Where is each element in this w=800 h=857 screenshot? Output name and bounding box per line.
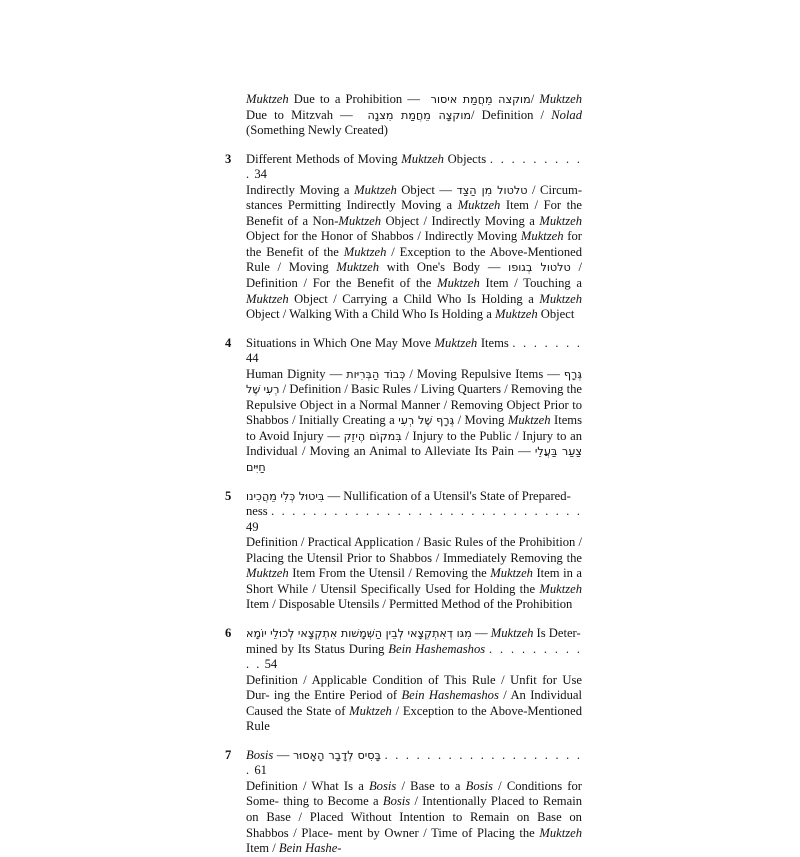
ch3-t9b: Muktzeh [539, 291, 582, 306]
chapter-6-leader-dots: . . . . . . . . . . . [246, 641, 582, 672]
entry-gap [225, 613, 582, 626]
ch6-t4c: / An Individual Caused [246, 688, 582, 718]
ch3-t9a: Carrying a Child Who Is Holding a [342, 291, 540, 306]
chapter-number-4: 4 [225, 335, 232, 350]
ch7-t2a: thing to Become a [283, 794, 383, 809]
ch3-t8b: Muktzeh [437, 276, 480, 291]
ch4-t5d: Items [550, 413, 582, 428]
ch3-t4a: Benefit of a Non- [246, 213, 339, 228]
hebrew-term: מוקצה מֵחֲמַת איסור [425, 93, 531, 106]
ch3-t4b: Muktzeh [338, 213, 382, 228]
ch5-t7: Item / Disposable Utensils / Permitted Method of the Prohibition [246, 597, 573, 612]
ch7-t4d: Bein Hashe- [278, 841, 342, 856]
italic-term: Nolad [551, 107, 582, 122]
hebrew-tiltul-min-hatzad: טלטול מִן הַצַד [456, 183, 528, 197]
hebrew-migo-deiskatzai: מִגּו דְאִתְקְצָאי לְבֵין הַשְּׁמָשׁות אִתְקְצָאי לְכוּלֵי יוֹמָא [246, 626, 472, 640]
chapter-5-title-line-2 [246, 504, 582, 535]
italic-term: Muktzeh [539, 92, 583, 106]
hebrew-bosis-ledavar-haasur: בָּסִיס לְדָבָר הָאָסוּר [292, 748, 382, 762]
ch6-t1c: Is Deter- [533, 625, 581, 640]
ch6-t4b: Bein Hashemashos [401, 688, 499, 703]
chapter-6-title-line [246, 626, 582, 642]
ch4-t2: / Moving Repulsive Items — [405, 366, 564, 381]
ch4-t5c: Muktzeh [507, 413, 551, 428]
chapter-4-title-a: Situations in Which One May Move [246, 335, 435, 350]
chapter-5-subtopics [246, 535, 582, 613]
ch7-t4c: Item / [246, 841, 279, 856]
ch3-t7c: with One's Body — [379, 260, 509, 275]
ch5-t5c: Muktzeh [490, 566, 533, 581]
ch3-t9c: Object / Walking With [246, 307, 360, 322]
ch7-t4b: Muktzeh [539, 825, 582, 840]
chapter-number-5: 5 [225, 488, 232, 503]
hebrew-bitul-kli-meihachano: בִּיטוּל כְּלִי מֵהֲכִינו [246, 489, 325, 503]
hebrew-bimkom-hezek: בִּמקוֹם הֶיזֵק [343, 429, 402, 443]
toc-entry-chapter-5[interactable] [225, 489, 582, 613]
toc-entry-intro-continuation [225, 92, 582, 139]
ch3-t6a: Benefit of the [266, 244, 344, 259]
ch3-t5c: for the [246, 229, 582, 259]
chapter-7-leader-dots: . . . . . . . . . . . . . . . . . . . . [246, 747, 583, 778]
ch3-t8c: Item / Touching a [479, 276, 582, 291]
ch3-t1c: Object — [396, 182, 457, 197]
ch7-t3: Placed Without Intention to Remain on Base on Shabbos / Place- [246, 809, 582, 840]
ch4-t5: Shabbos / Initially Creating a [246, 413, 399, 428]
ch6-t1b: Muktzeh [490, 625, 534, 640]
entry-gap [225, 323, 582, 336]
ch3-t1b: Muktzeh [354, 182, 397, 197]
ch3-t8a: the Benefit of the [335, 276, 438, 291]
ch7-dash: — [273, 747, 293, 762]
ch7-t1c: / Base to a [396, 778, 466, 793]
chapter-4-subtopics [246, 367, 582, 476]
ch7-t1a: Definition / What Is a [246, 778, 369, 793]
chapter-3-page: 34 [254, 167, 267, 182]
ch7-t4a: ment by Owner / Time of Placing the [337, 825, 540, 840]
ch3-t7a: Moving [288, 260, 337, 275]
ch4-t7: Individual / Moving an Animal to Alleviate Its Pain — [246, 444, 535, 459]
chapter-5-body [246, 489, 582, 613]
chapter-4-leader-dots: . . . . . . . [512, 335, 582, 350]
chapter-7-title-line [246, 748, 582, 779]
ch3-t2: / Circum- [527, 182, 583, 197]
chapter-3-title-b: Objects [443, 151, 487, 166]
chapter-6-page: 54 [264, 657, 278, 672]
chapter-5-title-line [246, 489, 582, 505]
text-run: Due to a Prohibition — [288, 92, 426, 106]
entry-gap [225, 735, 582, 748]
chapter-3-title-line [246, 152, 582, 183]
ch3-t5a: Object for the Honor of Shabbos / Indirectly Moving [246, 229, 521, 244]
chapter-5-title: — Nullification of a Utensil's State of Prepared- [324, 488, 571, 503]
toc-entry-chapter-3[interactable] [225, 152, 582, 323]
chapter-5-leader-dots: . . . . . . . . . . . . . . . . . . . . . . . . . . . . . . [271, 504, 582, 519]
ch6-t5a: the State of [286, 703, 350, 718]
chapter-4-title-line [246, 336, 582, 367]
entry-gap [225, 139, 582, 152]
chapter-6-subtopics [246, 673, 582, 735]
ch3-t1a: Indirectly Moving a [246, 182, 355, 197]
ch3-t7b: Muktzeh [336, 260, 380, 275]
hebrew-graf-shel-re-i: גְּרָף שֶׁל רְעִי [398, 414, 455, 428]
chapter-5-page: 49 [246, 519, 259, 534]
chapter-3-leader-dots: . . . . . . . . . . [246, 151, 582, 182]
italic-term: Muktzeh [246, 92, 289, 106]
ch4-t5b: / Moving [454, 413, 508, 428]
ch7-t1b: Bosis [368, 778, 397, 793]
ch4-t4: Repulsive Object in a Normal Manner / Removing Object Prior to [246, 397, 582, 412]
chapter-number-3: 3 [225, 151, 232, 166]
chapter-number-7: 7 [225, 747, 232, 762]
intro-subtopics [246, 92, 582, 139]
ch3-t10b: Muktzeh [494, 307, 538, 322]
ch5-t6b: Muktzeh [539, 581, 582, 596]
ch5-t3: Definition / Practical Application / Basic Rules of the Prohibition / [246, 535, 582, 550]
chapter-6-body [246, 626, 582, 735]
ch6-t4a: ing the Entire Period of [273, 688, 402, 703]
ch6-t2b: Bein Hashemashos [388, 641, 486, 656]
text-run: / [530, 92, 540, 106]
chapter-3-body [246, 152, 582, 323]
ch6-t5b: Muktzeh [349, 703, 392, 718]
toc-entry-chapter-6[interactable] [225, 626, 582, 735]
ch3-t10c: Object [537, 307, 575, 322]
chapter-4-page: 44 [246, 351, 259, 366]
chapter-3-subtopics [246, 183, 582, 323]
ch3-t5b: Muktzeh [520, 229, 564, 244]
chapter-7-subtopics [246, 779, 582, 857]
hebrew-tiltul-begufo: טלטול בְגופו [508, 261, 571, 275]
ch3-t7d: / Definition / For [246, 260, 582, 291]
ch3-t3a: stances Permitting Indirectly Moving a [246, 198, 458, 213]
chapter-7-body [246, 748, 582, 857]
ch3-t10a: a Child Who Is Holding a [362, 307, 495, 322]
ch5-t6a: Short While / Utensil Specifically Used for Holding the [246, 581, 540, 596]
ch7-t2c: / Intentionally Placed to Remain on Base / [246, 794, 582, 824]
toc-entry-chapter-4[interactable] [225, 336, 582, 476]
chapter-4-title-italic: Muktzeh [434, 335, 478, 350]
chapter-5-title-cont: ness [246, 504, 268, 519]
ch3-t6b: Muktzeh [343, 244, 387, 259]
text-run: / Definition / [471, 107, 552, 122]
hebrew-term: מוקצָה מֵחֲמַת מִצנָה [359, 108, 471, 122]
ch3-t6c: / Exception to the Above-Mentioned Rule / [246, 244, 583, 275]
ch3-t4c: Object / Indirectly Moving a [381, 213, 540, 228]
hebrew-re-i: רְעִי [263, 383, 280, 397]
ch4-t1: Human Dignity — [246, 366, 347, 381]
ch7-t1e: / Conditions for Some- [246, 778, 582, 809]
ch6-t2a: mined by Its Status During [246, 641, 389, 656]
chapter-7-page: 61 [254, 763, 267, 778]
toc-entry-chapter-7[interactable] [225, 748, 582, 857]
ch6-t3: Definition / Applicable Condition of This Rule / Unfit for Use Dur- [246, 672, 582, 703]
ch3-t4d: Muktzeh [539, 213, 582, 228]
ch7-t1d: Bosis [465, 778, 493, 793]
ch5-t5d: Item in a [532, 566, 582, 581]
ch4-t3: / Definition / Basic Rules / Living Quarters / Removing the [279, 382, 582, 397]
chapter-4-title-b: Items [477, 335, 509, 350]
chapter-number-6: 6 [225, 625, 232, 640]
ch3-t8e: Object / [288, 291, 337, 306]
ch6-dash: — [471, 625, 491, 640]
ch3-t8d: Muktzeh [246, 291, 289, 306]
hebrew-graf-shel: גְּרָף שֶׁל [246, 367, 582, 397]
entry-gap [225, 476, 582, 489]
ch6-t5c: / Exception to the Above-Mentioned Rule [246, 703, 582, 734]
chapter-7-title-italic: Bosis [246, 747, 274, 762]
text-run: (Something Newly Created) [246, 123, 388, 138]
ch4-t6b: / Injury to the Public / Injury to an [401, 428, 582, 443]
ch7-t2b: Bosis [382, 794, 411, 809]
ch5-t4: Placing the Utensil Prior to Shabbos / Immediately Removing the [246, 550, 582, 565]
ch3-t3b: Muktzeh [457, 198, 501, 213]
ch4-t6: to Avoid Injury — [246, 428, 344, 443]
ch5-t5a: Muktzeh [246, 566, 289, 581]
toc-content [225, 92, 582, 857]
text-run: Due to Mitzvah — [246, 107, 360, 122]
chapter-6-title-line-2 [246, 642, 582, 673]
hebrew-kvod-habriyos: כְּבוֹד הַבְּרִיּות [346, 367, 406, 381]
ch3-t3c: Item / For the [500, 198, 582, 213]
chapter-4-body [246, 336, 582, 476]
hebrew-tzaar-baalei-chaim: צַעַר בַּעֲלֵי חַיִּים [246, 445, 582, 475]
ch5-t5b: Item From the Utensil / Removing the [288, 566, 491, 581]
chapter-3-title-a: Different Methods of Moving [246, 151, 402, 166]
chapter-3-title-italic: Muktzeh [401, 151, 444, 166]
